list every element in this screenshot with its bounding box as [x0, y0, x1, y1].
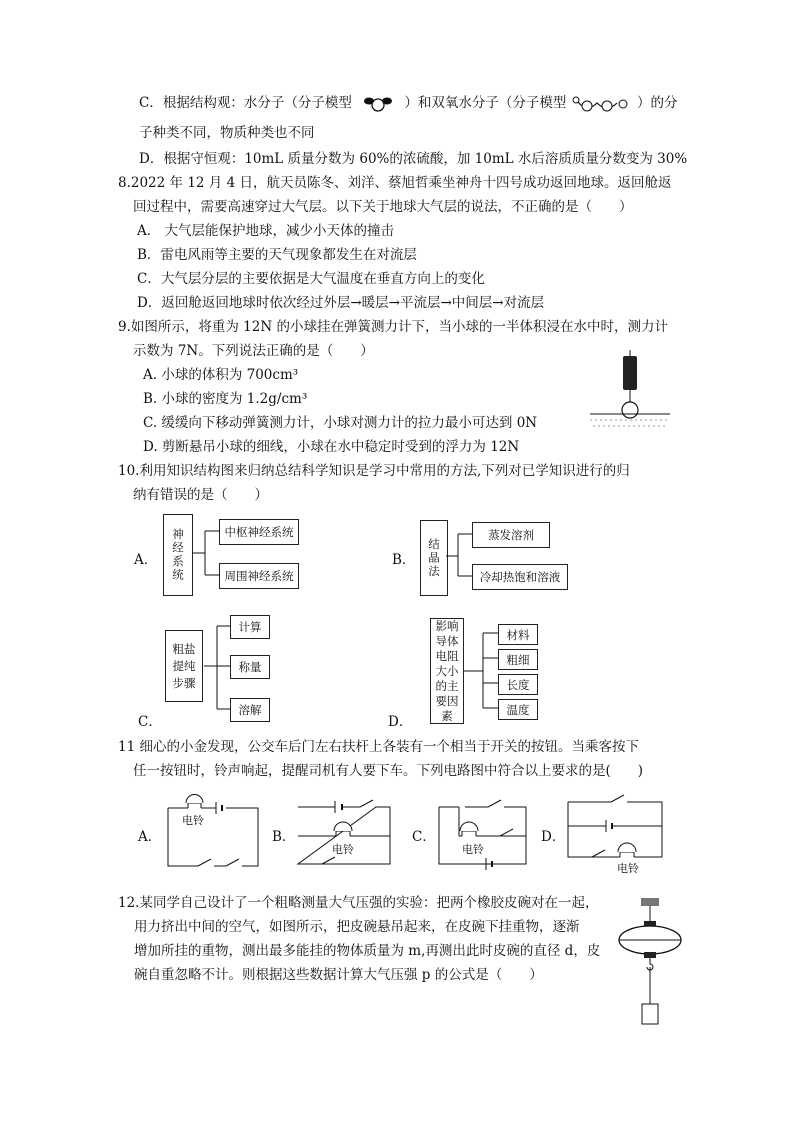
q11-bell-label-b: 电铃: [332, 843, 354, 856]
q8-stem-line1: 8.2022 年 12 月 4 日，航天员陈冬、刘洋、蔡旭哲乘坐神舟十四号成功返回地球。返回舱返: [118, 175, 672, 191]
q10-a-item-1: 中枢神经系统: [219, 519, 299, 545]
q10-c-item-1: 计算: [230, 615, 270, 639]
q11-bell-label-c: 电铃: [462, 843, 484, 856]
q12-stem-line1: 12.某同学自己设计了一个粗略测量大气压强的实验：把两个橡胶皮碗对在一起，: [118, 895, 599, 911]
q12-stem-line4: 碗自重忽略不计。则根据这些数据计算大气压强 p 的公式是（ ）: [134, 967, 543, 983]
q7-option-c-part2: ）和双氧水分子（分子模型: [404, 95, 567, 111]
q9-stem-line2: 示数为 7N。下列说法正确的是（ ）: [133, 343, 374, 359]
q10-b-item-2: 冷却热饱和溶液: [472, 564, 568, 590]
q10-b-item-1: 蒸发溶剂: [472, 522, 550, 548]
q8-stem-line2: 回过程中，需要高速穿过大气层。以下关于地球大气层的说法，不正确的是（ ）: [133, 199, 633, 215]
q9-stem-line1: 9.如图所示，将重为 12N 的小球挂在弹簧测力计下，当小球的一半体积浸在水中时，测力计: [118, 319, 668, 335]
q12-stem-line3: 增加所挂的重物，测出最多能挂的物体质量为 m,再测出此时皮碗的直径 d，皮: [134, 943, 601, 959]
q8-option-b: B．雷电风雨等主要的天气现象都发生在对流层: [137, 247, 417, 263]
q12-stem-line2: 用力挤出中间的空气，如图所示，把皮碗悬吊起来，在皮碗下挂重物，逐渐: [134, 919, 580, 935]
q7-option-c-part1: C．根据结构观：水分子（分子模型: [139, 95, 352, 111]
q8-option-c: C．大气层分层的主要依据是大气温度在垂直方向上的变化: [137, 271, 485, 287]
q7-option-c-line2: 子种类不同，物质种类也不同: [139, 125, 315, 141]
q10-d-root-box: 影响导体电阻大小的主要因素: [430, 618, 464, 724]
q8-option-d: D．返回舱返回地球时依次经过外层→暖层→平流层→中间层→对流层: [137, 295, 545, 311]
q11-option-a-label: A．: [138, 829, 162, 845]
suction-cup-figure: [615, 896, 685, 1030]
q10-d-item-1: 材料: [498, 624, 538, 645]
q8-option-a: A． 大气层能保护地球，减少小天体的撞击: [137, 223, 395, 239]
q11-stem-line1: 11 细心的小金发现，公交车后门左右扶杆上各装有一个相当于开关的按钮。当乘客按下: [118, 739, 639, 755]
q11-option-d-label: D．: [541, 829, 566, 845]
q10-option-c-label: C．: [138, 714, 162, 730]
q10-d-item-3: 长度: [498, 674, 538, 695]
q11-stem-line2: 任一按钮时，铃声响起，提醒司机有人要下车。下列电路图中符合以上要求的是( ): [133, 763, 644, 779]
q10-a-item-2: 周围神经系统: [219, 563, 299, 589]
q10-stem-line1: 10.利用知识结构图来归纳总结科学知识是学习中常用的方法,下列对已学知识进行的归: [118, 463, 630, 479]
q10-d-item-2: 粗细: [498, 649, 538, 670]
q10-b-root-box: 结晶法: [420, 520, 448, 596]
q10-c-item-2: 称量: [230, 655, 270, 679]
q11-bell-label-d: 电铃: [617, 862, 639, 875]
q9-option-a: A. 小球的体积为 700cm³: [143, 367, 299, 383]
q10-option-d-label: D．: [388, 714, 413, 730]
q10-stem-line2: 纳有错误的是（ ）: [133, 487, 268, 503]
q10-c-root-box: 粗盐提纯步骤: [165, 630, 203, 702]
q9-option-b: B. 小球的密度为 1.2g/cm³: [143, 391, 308, 407]
q11-option-b-label: B．: [272, 829, 296, 845]
q10-d-item-4: 温度: [498, 699, 538, 720]
q11-option-c-label: C．: [412, 829, 436, 845]
q10-option-b-label: B．: [392, 552, 416, 568]
q7-option-d: D．根据守恒观：10mL 质量分数为 60%的浓硫酸，加 10mL 水后溶质质量分数变为 30%: [139, 151, 688, 167]
q10-a-root-box: 神经系统: [163, 514, 193, 596]
q10-c-item-3: 溶解: [230, 698, 270, 722]
q9-option-c: C. 缓缓向下移动弹簧测力计，小球对测力计的拉力最小可达到 0N: [143, 415, 538, 431]
q9-option-d: D. 剪断悬吊小球的细线，小球在水中稳定时受到的浮力为 12N: [143, 439, 520, 455]
q7-option-c-part3: ）的分: [637, 95, 678, 111]
q11-bell-label-a: 电铃: [182, 814, 204, 827]
q10-option-a-label: A．: [134, 552, 158, 568]
